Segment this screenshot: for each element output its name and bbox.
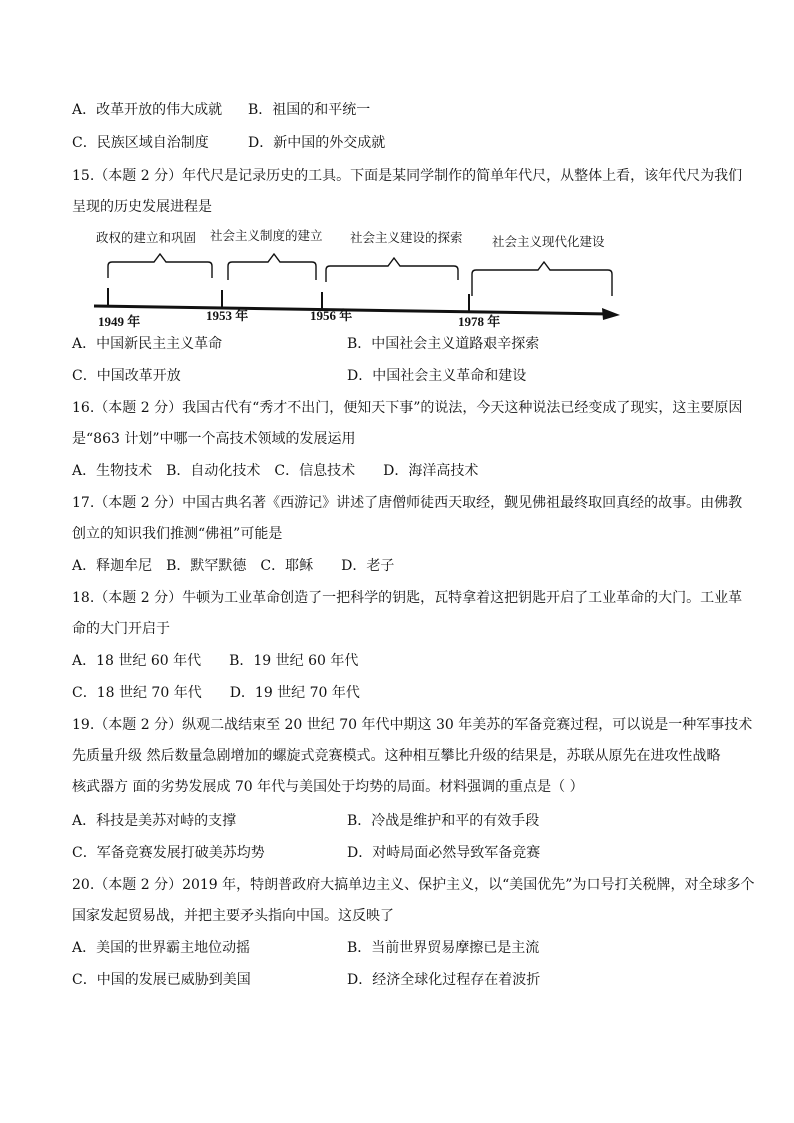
- q18-options-row1: A．18 世纪 60 年代 B．19 世纪 60 年代: [72, 653, 359, 669]
- q17-options: A．释迦牟尼 B．默罕默德 C．耶稣 D．老子: [72, 558, 395, 574]
- q20-option-a: A．美国的世界霸主地位动摇: [72, 940, 251, 956]
- q20-option-c: C．中国的发展已威胁到美国: [72, 972, 251, 988]
- q17-stem-line1: 17.（本题 2 分）中国古典名著《西游记》讲述了唐僧师徒西天取经，觐见佛祖最终取回真经的故事。由佛教: [72, 495, 743, 511]
- q15-option-d: D．中国社会主义革命和建设: [347, 368, 527, 384]
- timeline-label-2: 社会主义制度的建立: [210, 228, 323, 243]
- q18-options-row2: C．18 世纪 70 年代 D．19 世纪 70 年代: [72, 685, 360, 701]
- q19-stem-line1: 19.（本题 2 分）纵观二战结束至 20 世纪 70 年代中期这 30 年美苏的军备竞赛过程，可以说是一种军事技术: [72, 717, 753, 733]
- q15-stem-line1: 15.（本题 2 分）年代尺是记录历史的工具。下面是某同学制作的简单年代尺，从整体上看，该年代尺为我们: [72, 168, 743, 184]
- timeline-year-1949: 1949 年: [98, 314, 141, 329]
- q15-stem-line2: 呈现的历史发展进程是: [72, 199, 212, 215]
- q19-option-a: A．科技是美苏对峙的支撑: [72, 813, 237, 829]
- timeline-arrowhead: [602, 308, 620, 320]
- q19-option-d: D．对峙局面必然导致军备竞赛: [347, 845, 541, 861]
- q19-option-b: B．冷战是维护和平的有效手段: [347, 813, 540, 829]
- q20-option-d: D．经济全球化过程存在着波折: [347, 972, 541, 988]
- timeline-brace-1: [108, 254, 212, 278]
- q16-options: A．生物技术 B．自动化技术 C．信息技术 D．海洋高技术: [72, 463, 479, 479]
- q15-option-a: A．中国新民主主义革命: [72, 336, 223, 352]
- timeline-label-3: 社会主义建设的探索: [350, 230, 463, 245]
- q19-stem-line3: 核武器方 面的劣势发展成 70 年代与美国处于均势的局面。材料强调的重点是（ ）: [72, 779, 584, 795]
- q14-option-b: B．祖国的和平统一: [248, 102, 371, 118]
- timeline-brace-4: [472, 262, 612, 296]
- q19-option-c: C．军备竞赛发展打破美苏均势: [72, 845, 265, 861]
- q16-stem-line1: 16.（本题 2 分）我国古代有“秀才不出门，便知天下事”的说法，今天这种说法已经变成了现实，这主要原因: [72, 400, 743, 416]
- q19-stem-line2: 先质量升级 然后数量急剧增加的螺旋式竞赛模式。这种相互攀比升级的结果是，苏联从原先在进攻性战略: [72, 748, 721, 764]
- q14-option-a: A．改革开放的伟大成就: [72, 102, 223, 118]
- timeline-year-1956: 1956 年: [310, 308, 353, 323]
- q15-option-c: C．中国改革开放: [72, 368, 181, 384]
- q15-option-b: B．中国社会主义道路艰辛探索: [347, 336, 540, 352]
- q18-stem-line1: 18.（本题 2 分）牛顿为工业革命创造了一把科学的钥匙，瓦特拿着这把钥匙开启了工业革命的大门。工业革: [72, 590, 743, 606]
- q17-stem-line2: 创立的知识我们推测“佛祖”可能是: [72, 526, 283, 542]
- timeline-brace-3: [326, 258, 458, 282]
- timeline-braces: [108, 254, 612, 296]
- timeline-label-4: 社会主义现代化建设: [492, 234, 605, 249]
- q20-option-b: B．当前世界贸易摩擦已是主流: [347, 940, 540, 956]
- q14-option-c: C．民族区域自治制度: [72, 135, 209, 151]
- q20-stem-line2: 国家发起贸易战，并把主要矛头指向中国。这反映了: [72, 908, 394, 924]
- q18-stem-line2: 命的大门开启于: [72, 621, 170, 637]
- timeline-figure: [88, 226, 633, 332]
- q14-option-d: D．新中国的外交成就: [248, 135, 386, 151]
- timeline-year-1978: 1978 年: [458, 314, 501, 329]
- q16-stem-line2: 是“863 计划”中哪一个高技术领域的发展运用: [72, 431, 356, 447]
- timeline-label-1: 政权的建立和巩固: [96, 230, 197, 245]
- timeline-year-1953: 1953 年: [206, 308, 249, 323]
- timeline-brace-2: [228, 254, 316, 280]
- q20-stem-line1: 20.（本题 2 分）2019 年，特朗普政府大搞单边主义、保护主义，以“美国优先”为口号打关税牌，对全球多个: [72, 877, 755, 893]
